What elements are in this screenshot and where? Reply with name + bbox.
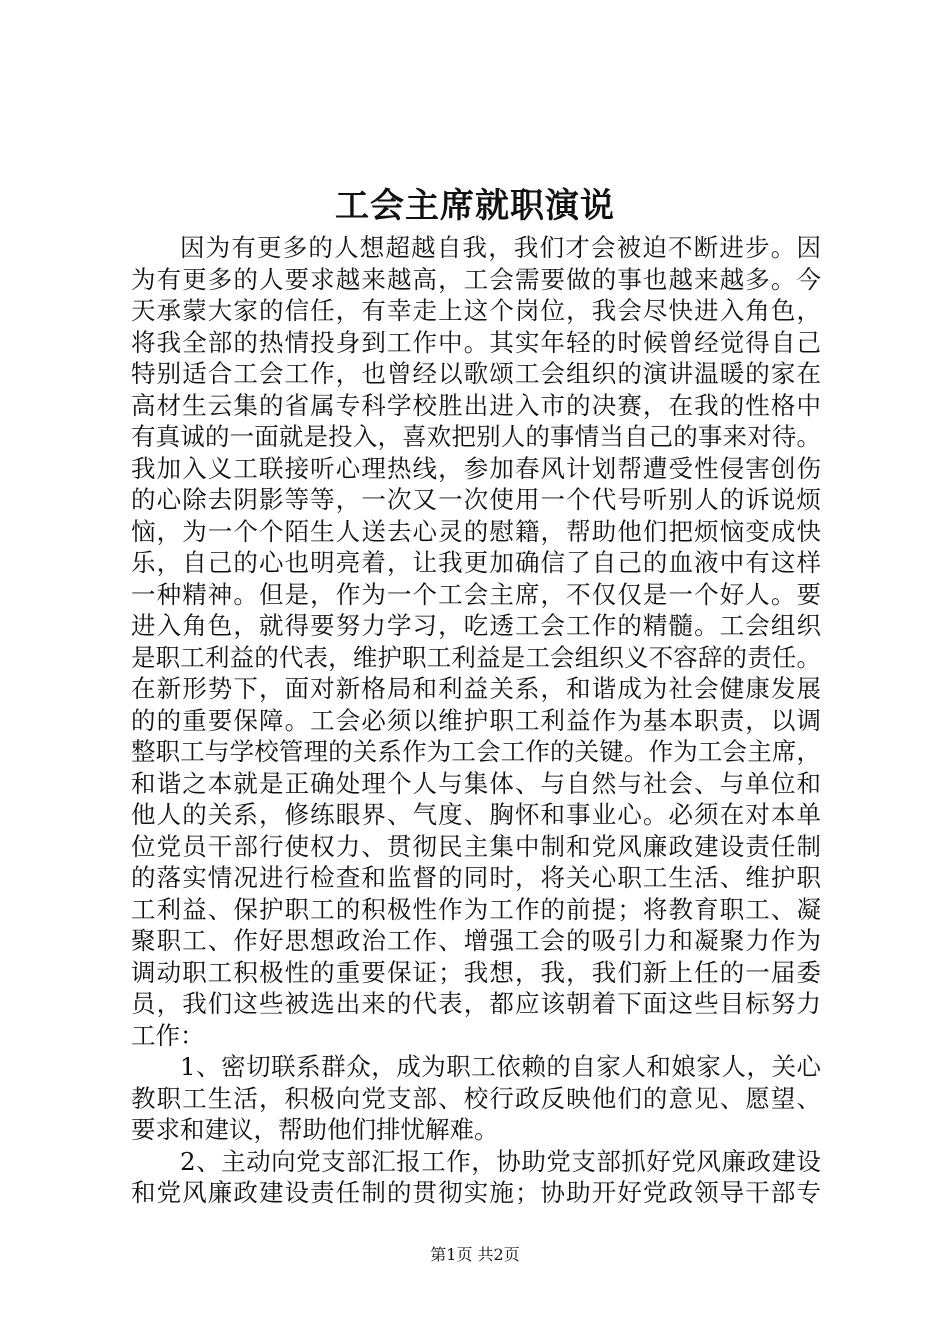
body-line: 是职工利益的代表，维护职工利益是工会组织义不容辞的责任。 bbox=[131, 642, 821, 672]
body-line: 特别适合工会工作，也曾经以歌颂工会组织的演讲温暖的家在 bbox=[131, 359, 821, 388]
body-line: 1、密切联系群众，成为职工依赖的自家人和娘家人，关心 bbox=[180, 1052, 821, 1081]
body-line: 他人的关系，修练眼界、气度、胸怀和事业心。必须在对本单 bbox=[131, 800, 821, 829]
body-line: 的的重要保障。工会必须以维护职工利益作为基本职责，以调 bbox=[131, 705, 821, 735]
body-line: 乐，自己的心也明亮着，让我更加确信了自己的血液中有这样 bbox=[131, 548, 821, 577]
body-line: 要求和建议，帮助他们排忧解难。 bbox=[131, 1115, 499, 1144]
body-line: 进入角色，就得要努力学习，吃透工会工作的精髓。工会组织 bbox=[131, 611, 821, 640]
body-line: 的心除去阴影等等，一次又一次使用一个代号听别人的诉说烦 bbox=[131, 485, 821, 514]
body-line: 在新形势下，面对新格局和利益关系，和谐成为社会健康发展 bbox=[131, 674, 821, 703]
body-line: 因为有更多的人想超越自我，我们才会被迫不断进步。因 bbox=[180, 233, 821, 262]
body-line: 教职工生活，积极向党支部、校行政反映他们的意见、愿望、 bbox=[131, 1083, 821, 1113]
body-line: 员，我们这些被选出来的代表，都应该朝着下面这些目标努力 bbox=[131, 989, 821, 1018]
body-line: 位党员干部行使权力、贯彻民主集中制和党风廉政建设责任制 bbox=[131, 831, 821, 861]
body-line: 的落实情况进行检查和监督的同时，将关心职工生活、维护职 bbox=[131, 863, 821, 892]
page-footer: 第1页 共2页 bbox=[430, 1245, 520, 1264]
document-body bbox=[131, 232, 821, 1209]
body-line: 我加入义工联接听心理热线，参加春风计划帮遭受性侵害创伤 bbox=[131, 453, 821, 483]
body-line: 为有更多的人要求越来越高，工会需要做的事也越来越多。今 bbox=[131, 264, 821, 294]
body-line: 2、主动向党支部汇报工作，协助党支部抓好党风廉政建设 bbox=[180, 1146, 821, 1176]
body-line: 一种精神。但是，作为一个工会主席，不仅仅是一个好人。要 bbox=[131, 579, 821, 609]
body-line: 有真诚的一面就是投入，喜欢把别人的事情当自己的事来对待。 bbox=[131, 422, 821, 451]
body-line: 工作： bbox=[131, 1020, 205, 1050]
body-line: 工利益、保护职工的积极性作为工作的前提；将教育职工、凝 bbox=[131, 894, 821, 924]
body-line: 和党风廉政建设责任制的贯彻实施；协助开好党政领导干部专 bbox=[131, 1178, 821, 1207]
body-line: 和谐之本就是正确处理个人与集体、与自然与社会、与单位和 bbox=[131, 768, 821, 798]
body-line: 聚职工、作好思想政治工作、增强工会的吸引力和凝聚力作为 bbox=[131, 926, 821, 955]
body-line: 整职工与学校管理的关系作为工会工作的关键。作为工会主席， bbox=[131, 737, 821, 766]
body-line: 天承蒙大家的信任，有幸走上这个岗位，我会尽快进入角色， bbox=[131, 296, 821, 325]
body-line: 高材生云集的省属专科学校胜出进入市的决赛，在我的性格中 bbox=[131, 390, 821, 420]
body-line: 将我全部的热情投身到工作中。其实年轻的时候曾经觉得自己 bbox=[131, 327, 821, 357]
body-line: 恼，为一个个陌生人送去心灵的慰籍，帮助他们把烦恼变成快 bbox=[131, 516, 821, 546]
document-title: 工会主席就职演说 bbox=[335, 186, 615, 226]
body-line: 调动职工积极性的重要保证；我想，我，我们新上任的一届委 bbox=[131, 957, 821, 987]
